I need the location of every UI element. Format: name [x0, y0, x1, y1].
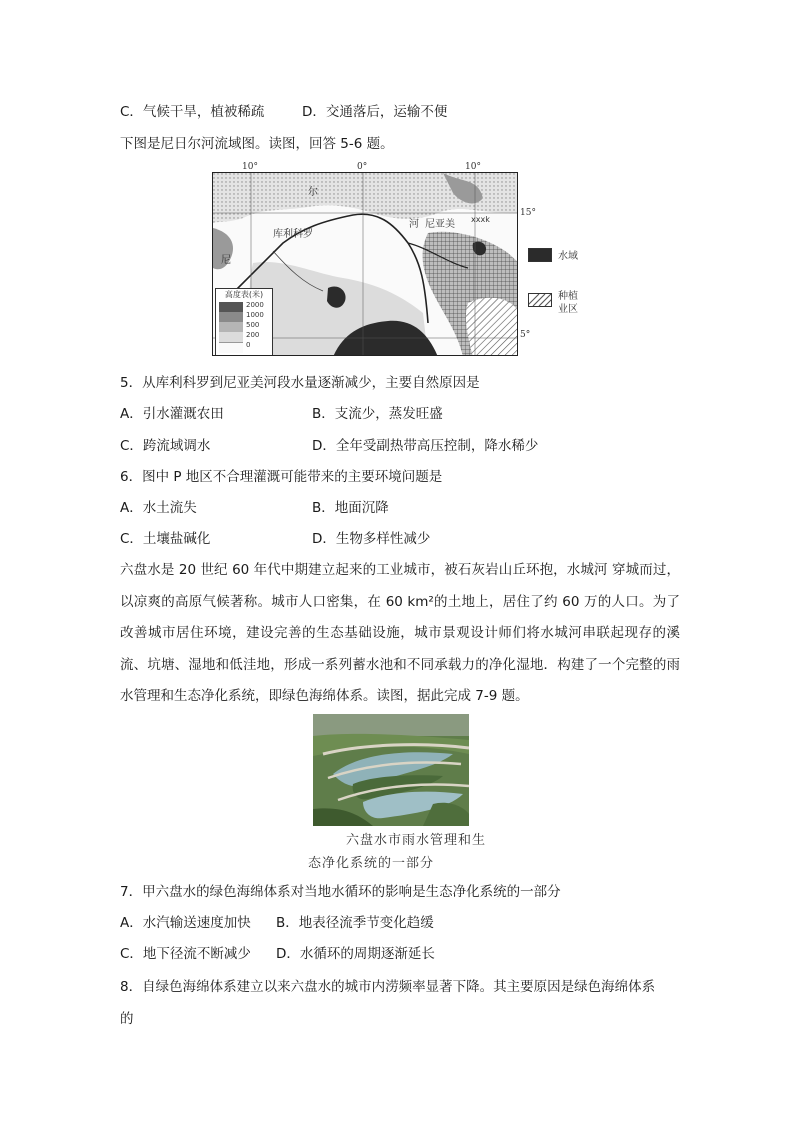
- label-kulikoro: 库利科罗: [273, 229, 313, 240]
- legend-plantation-label: [558, 290, 578, 316]
- plantation-swatch: [528, 293, 552, 307]
- water-swatch: [528, 248, 552, 262]
- lon-tick-0: 0°: [357, 162, 368, 172]
- q4-option-c: C．气候干旱，植被稀疏: [120, 104, 265, 120]
- label-niamey: 尼亚美: [425, 219, 455, 230]
- legend-water: [528, 247, 578, 262]
- elevation-swatches: [219, 302, 243, 352]
- q6-stem: 6．图中 P 地区不合理灌溉可能带来的主要环境问题是: [120, 469, 443, 485]
- elevation-legend: [215, 288, 273, 356]
- q6-option-c: C．土壤盐碱化: [120, 531, 211, 547]
- elevation-values: [246, 300, 264, 350]
- label-niger-er: 尔: [308, 187, 318, 198]
- legend-water-label: 水域: [558, 251, 578, 262]
- wetland-photo-image: [313, 714, 469, 826]
- liupanshui-passage: 六盘水是 20 世纪 60 年代中期建立起来的工业城市，被石灰岩山丘环抱，水城河 穿城而过，以凉爽的高原气候著称。城市人口密集，在 60 km²的土地上，居住了约 60 万的人口。为了改善城市居住环境，建设完善的生态基础设施，城市景观设计师们将水城河串联起现存的溪流、坑塘、湿地和低洼地，形成一系列蓄水池和不同承载力的净化湿地．构建了一个完整的雨水管理和生态净化系统，即绿色海绵体系。读图，据此完成 7-9 题。: [120, 562, 680, 704]
- lon-tick-e10: 10°: [465, 162, 481, 172]
- q7-stem: 7．甲六盘水的绿色海绵体系对当地水循环的影响是生态净化系统的一部分: [120, 884, 561, 900]
- lon-tick-w10: 10°: [242, 162, 258, 172]
- q8-stem-line1: 8．自绿色海绵体系建立以来六盘水的城市内涝频率显著下降。其主要原因是绿色海绵体系: [120, 979, 656, 995]
- elev-0: 0: [246, 341, 251, 349]
- q6-option-d: D．生物多样性减少: [312, 531, 431, 547]
- q7-option-d: D．水循环的周期逐渐延长: [276, 946, 435, 962]
- legend-plant-line2: 业区: [558, 304, 578, 315]
- niger-basin-map: [212, 162, 536, 356]
- elev-2000: 2000: [246, 301, 264, 309]
- q7-option-b: B．地表径流季节变化趋缓: [276, 915, 434, 931]
- q5-option-a: A．引水灌溉农田: [120, 406, 224, 422]
- q5-option-c: C．跨流域调水: [120, 438, 211, 454]
- label-ni: 尼: [221, 255, 231, 266]
- q5-option-d: D．全年受副热带高压控制，降水稀少: [312, 438, 539, 454]
- map-intro: 下图是尼日尔河流域图。读图，回答 5-6 题。: [120, 136, 394, 152]
- legend-plantation: [528, 290, 578, 316]
- elev-200: 200: [246, 331, 260, 339]
- q6-option-b: B．地面沉降: [312, 500, 389, 516]
- elevation-legend-title: 高度表(米): [224, 290, 264, 299]
- map-frame: [212, 172, 518, 356]
- q6-option-a: A．水土流失: [120, 500, 197, 516]
- photo-caption-line1: 六盘水市雨水管理和生: [346, 833, 487, 848]
- q8-stem-line2: 的: [120, 1011, 134, 1027]
- elev-swatch-1000: [219, 312, 243, 322]
- lat-tick-15: 15°: [520, 208, 536, 218]
- plantation-area: [466, 298, 518, 356]
- q7-option-c: C．地下径流不断减少: [120, 946, 251, 962]
- q5-option-b: B．支流少，蒸发旺盛: [312, 406, 443, 422]
- elev-swatch-2000: [219, 302, 243, 312]
- elev-swatch-200: [219, 332, 243, 342]
- q5-stem: 5．从库利科罗到尼亚美河段水量逐渐减少，主要自然原因是: [120, 375, 480, 391]
- elev-swatch-500: [219, 322, 243, 332]
- label-river: 河: [409, 219, 419, 230]
- legend-plant-line1: 种植: [558, 291, 578, 302]
- elev-swatch-0: [219, 342, 243, 353]
- label-p-area: xxxk: [471, 215, 490, 224]
- lat-tick-5: 5°: [520, 330, 531, 340]
- elev-1000: 1000: [246, 311, 264, 319]
- q4-option-d: D．交通落后，运输不便: [302, 104, 448, 120]
- wetland-photo: [313, 714, 469, 826]
- q7-option-a: A．水汽输送速度加快: [120, 915, 251, 931]
- elev-500: 500: [246, 321, 260, 329]
- photo-caption-line2: 态净化系统的一部分: [308, 856, 435, 871]
